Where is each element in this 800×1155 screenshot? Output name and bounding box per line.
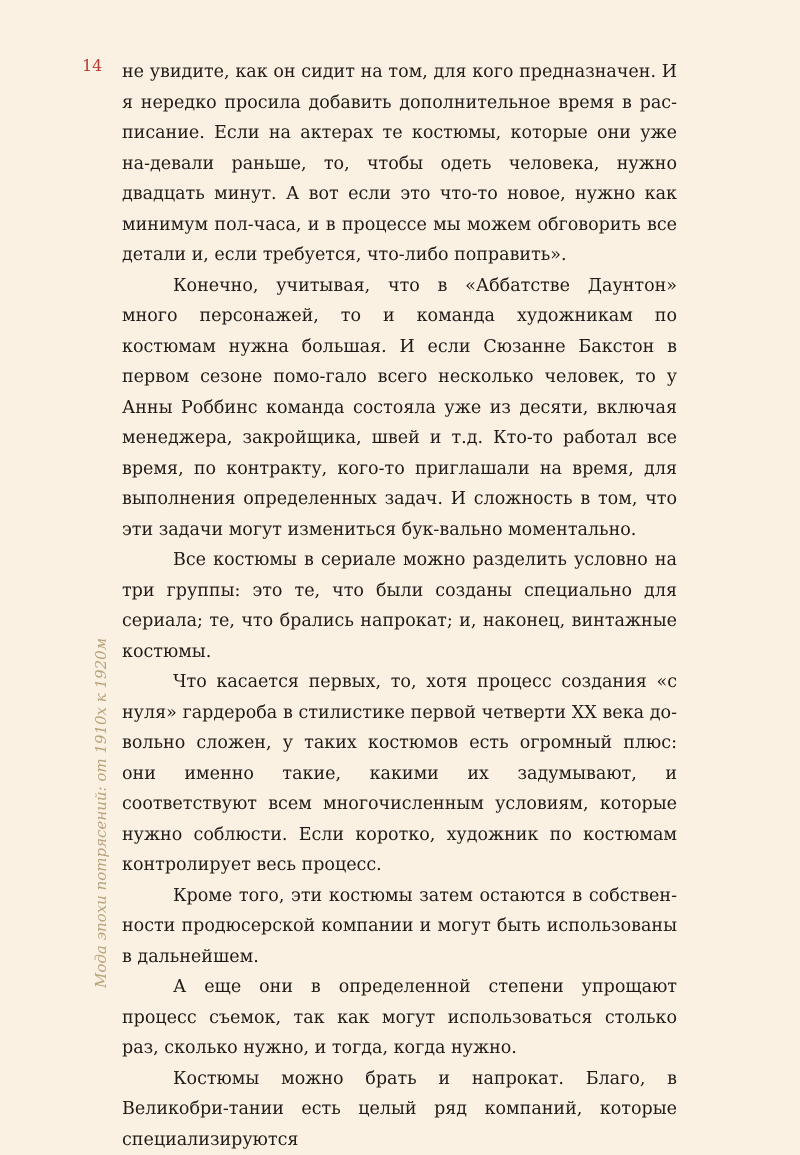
paragraph: Что касается первых, то, хотя процесс создания «с нуля» гардероба в стилистике первой четверти XX века до-вольно сложен, у таких костюмов есть огромный плюс: они именно такие, какими их задумывают, и соответствуют всем многочисленным условиям, которые нужно соблюсти. Если коротко, художник по костюмам контролирует весь процесс. [122, 667, 677, 881]
paragraph: А еще они в определенной степени упрощают процесс съемок, так как могут использоваться столько раз, сколько нужно, и тогда, когда нужно. [122, 972, 677, 1064]
paragraph-continued: не увидите, как он сидит на том, для кого предназначен. И я нередко просила добавить дополнительное время в рас-писание. Если на актерах те костюмы, которые они уже на-девали раньше, то, чтобы одеть человека, нужно двадцать минут. А вот если это что-то новое, нужно как минимум пол-часа, и в процессе мы можем обговорить все детали и, если требуется, что-либо поправить». [122, 57, 677, 271]
paragraph: Костюмы можно брать и напрокат. Благо, в Великобри-тании есть целый ряд компаний, которые специализируются [122, 1064, 677, 1155]
body-text [122, 57, 677, 987]
running-title: Мода эпохи потрясений: от 1910х к 1920м [94, 666, 109, 988]
paragraph: Конечно, учитывая, что в «Аббатстве Даунтон» много персонажей, то и команда художникам по костюмам нужна большая. И если Сюзанне Бакстон в первом сезоне помо-гало всего несколько человек, то у Анны Роббинс команда состояла уже из десяти, включая менеджера, закройщика, швей и т.д. Кто-то работал все время, по контракту, кого-то приглашали на время, для выполнения определенных задач. И сложность в том, что эти задачи могут измениться бук-вально моментально. [122, 271, 677, 546]
paragraph: Все костюмы в сериале можно разделить условно на три группы: это те, что были созданы специально для сериала; те, что брались напрокат; и, наконец, винтажные костюмы. [122, 545, 677, 667]
paragraph: Кроме того, эти костюмы затем остаются в собствен-ности продюсерской компании и могут быть использованы в дальнейшем. [122, 881, 677, 973]
page-number: 14 [82, 56, 102, 75]
